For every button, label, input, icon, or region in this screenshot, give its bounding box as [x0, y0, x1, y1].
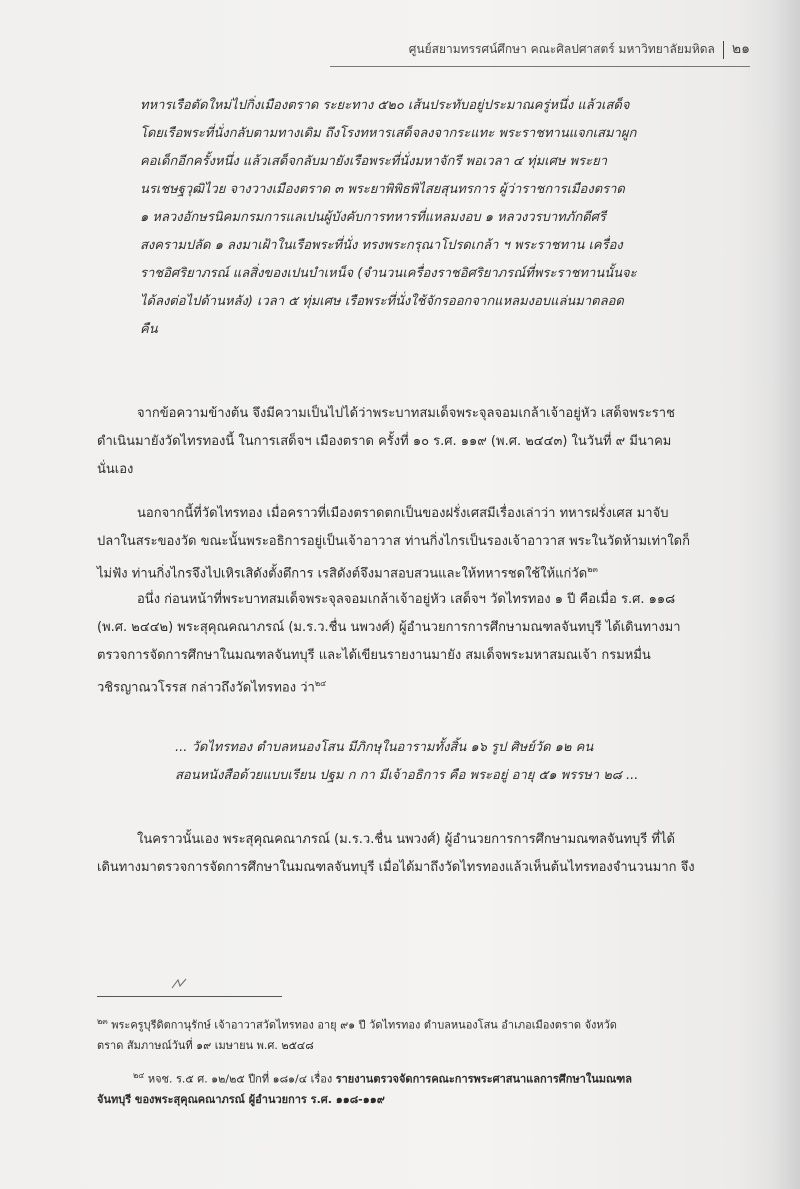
para3-line: ตรวจการจัดการศึกษาในมณฑลจันทบุรี และได้เขียนรายงานมายัง สมเด็จพระมหาสมณเจ้า กรมหมื่น	[97, 648, 651, 663]
page-number: ๒๑	[731, 41, 750, 57]
paragraph-1	[97, 400, 754, 484]
quote-block-1	[140, 92, 760, 344]
footnote-23-line-2: ตราด สัมภาษณ์วันที่ ๑๙ เมษายน พ.ศ. ๒๕๔๘	[97, 1039, 314, 1052]
quote1-line: ทหารเรือตัดใหม่ไปกิ่งเมืองตราด ระยะทาง ๕๒๐ เส้นประทับอยู่ประมาณครู่หนึ่ง แล้วเสด็จ	[140, 98, 630, 113]
footnote-ref-24: ๒๔	[314, 679, 327, 688]
quote1-line: คอเด็กอีกครั้งหนึ่ง แล้วเสด็จกลับมายังเรือพระที่นั่งมหาจักรี พอเวลา ๔ ทุ่มเศษ พระยา	[140, 154, 607, 169]
header-separator	[723, 41, 724, 59]
header-rule	[330, 66, 750, 67]
footnote-24-number: ๒๔	[133, 1071, 145, 1080]
quote1-line: ได้ลงต่อไปด้านหลัง) เวลา ๕ ทุ่มเศษ เรือพระที่นั่งใช้จักรออกจากแหลมงอบแล่นมาตลอด	[140, 294, 624, 309]
footnote-24-line-1	[97, 1064, 754, 1088]
quote1-line: คืน	[140, 322, 158, 337]
footnote-24	[97, 1064, 754, 1112]
paragraph-3	[97, 586, 754, 698]
footnote-24-title-part-2: จันทบุรี ของพระสุคุณคณาภรณ์ ผู้อำนวยการ ร.ศ. ๑๑๘-๑๑๙	[97, 1093, 385, 1106]
paragraph-4	[97, 826, 754, 882]
footnote-ref-23: ๒๓	[587, 565, 598, 574]
para2-line	[97, 556, 754, 584]
quote-block-2	[175, 734, 760, 790]
para4-line: เดินทางมาตรวจการจัดการศึกษาในมณฑลจันทบุรี เมื่อได้มาถึงวัดไทรทองแล้วเห็นต้นไทรทองจำนวนมาก จึง	[97, 860, 695, 875]
pencil-mark-icon	[170, 976, 194, 995]
footnote-23	[97, 1010, 754, 1058]
para3-last-text: วชิรญาณวโรรส กล่าวถึงวัดไทรทอง ว่า	[97, 680, 315, 696]
para4-line: ในคราวนั้นเอง พระสุคุณคณาภรณ์ (ม.ร.ว.ชื่น นพวงศ์) ผู้อำนวยการการศึกษามณฑลจันทบุรี ที่ได้	[137, 832, 675, 847]
para2-last-text: ไม่ฟัง ท่านกิ่งไกรจึงไปเหิรเสิดังตั้งตึการ เรสิดังต์จึงมาสอบสวนและให้ทหารชดใช้ให้แก่วัด	[97, 566, 588, 582]
para1-line: นั่นเอง	[97, 462, 134, 477]
para2-line: นอกจากนี้ที่วัดไทรทอง เมื่อคราวที่เมืองตราดตกเป็นของฝรั่งเศสมีเรื่องเล่าว่า ทหารฝรั่งเศส มาจับ	[137, 506, 669, 521]
footnote-24-text-prefix: หจช. ร.๕ ศ. ๑๒/๒๕ ปีกที่ ๑๘๑/๔ เรื่อง	[147, 1072, 336, 1086]
footnote-23-line-1	[97, 1010, 754, 1034]
running-header	[330, 38, 750, 64]
paragraph-2	[97, 500, 754, 584]
para2-line: ปลาในสระของวัด ขณะนั้นพระอธิการอยู่เป็นเจ้าอาวาส ท่านกิ่งไกรเป็นรองเจ้าอาวาส พระในวัดห้ามเท่าใดก็	[97, 534, 690, 549]
para3-line: อนึ่ง ก่อนหน้าที่พระบาทสมเด็จพระจุลจอมเกล้าเจ้าอยู่หัว เสด็จฯ วัดไทรทอง ๑ ปี คือเมื่อ ร.ศ. ๑๑๘	[137, 592, 676, 607]
header-title: ศูนย์สยามทรรศน์ศึกษา คณะศิลปศาสตร์ มหาวิทยาลัยมหิดล	[408, 42, 715, 56]
footnote-rule	[97, 996, 282, 997]
para3-line: (พ.ศ. ๒๔๔๒) พระสุคุณคณาภรณ์ (ม.ร.ว.ชื่น นพวงศ์) ผู้อำนวยการการศึกษามณฑลจันทบุรี ได้เดินทางมา	[97, 620, 681, 635]
quote1-line: นรเชษฐวุฒิไวย จางวางเมืองตราด ๓ พระยาพิพิธพิไสยสุนทรการ ผู้ว่าราชการเมืองตราด	[140, 182, 625, 197]
footnote-24-title-part-1: รายงานตรวจจัดการคณะการพระศาสนาแลการศึกษาในมณฑล	[335, 1072, 633, 1086]
quote1-line: สงครามปลัด ๑ ลงมาเฝ้าในเรือพระที่นั่ง ทรงพระกรุณาโปรดเกล้า ฯ พระราชทาน เครื่อง	[140, 238, 623, 253]
para3-line	[97, 670, 754, 698]
para1-line: จากข้อความข้างต้น จึงมีความเป็นไปได้ว่าพระบาทสมเด็จพระจุลจอมเกล้าเจ้าอยู่หัว เสด็จพระราช	[137, 406, 675, 421]
quote2-line: สอนหนังสือด้วยแบบเรียน ปฐม ก กา มีเจ้าอธิการ คือ พระอยู่ อายุ ๕๑ พรรษา ๒๘ ...	[175, 768, 639, 783]
quote1-line: ราชอิศริยาภรณ์ แลสิ่งของเปนบำเหน็จ (จำนวนเครื่องราชอิศริยาภรณ์ที่พระราชทานนั้นจะ	[140, 266, 637, 281]
footnote-23-text-1: พระครูบุรีดิตกานุรักษ์ เจ้าอาวาสวัดไทรทอง อายุ ๙๑ ปี วัดไทรทอง ตำบลหนองโสน อำเภอเมืองตราด จังหวัด	[111, 1018, 617, 1032]
footnote-23-number: ๒๓	[97, 1017, 108, 1026]
para1-line: ดำเนินมายังวัดไทรทองนี้ ในการเสด็จฯ เมืองตราด ครั้งที่ ๑๐ ร.ศ. ๑๑๙ (พ.ศ. ๒๔๔๓) ในวันที่ ๙ มีนาคม	[97, 434, 672, 449]
quote2-line: ... วัดไทรทอง ตำบลหนองโสน มีภิกษุในอารามทั้งสิ้น ๑๖ รูป ศิษย์วัด ๑๒ คน	[175, 740, 594, 755]
quote1-line: ๑ หลวงอักษรนิคมกรมการแลเปนผู้บังคับการทหารที่แหลมงอบ ๑ หลวงวรบาทภักดีศรี	[140, 210, 606, 225]
page-gutter-shadow	[772, 0, 800, 1189]
quote1-line: โดยเรือพระที่นั่งกลับตามทางเดิม ถึงโรงทหารเสด็จลงจากระแทะ พระราชทานแจกเสมาผูก	[140, 126, 637, 141]
